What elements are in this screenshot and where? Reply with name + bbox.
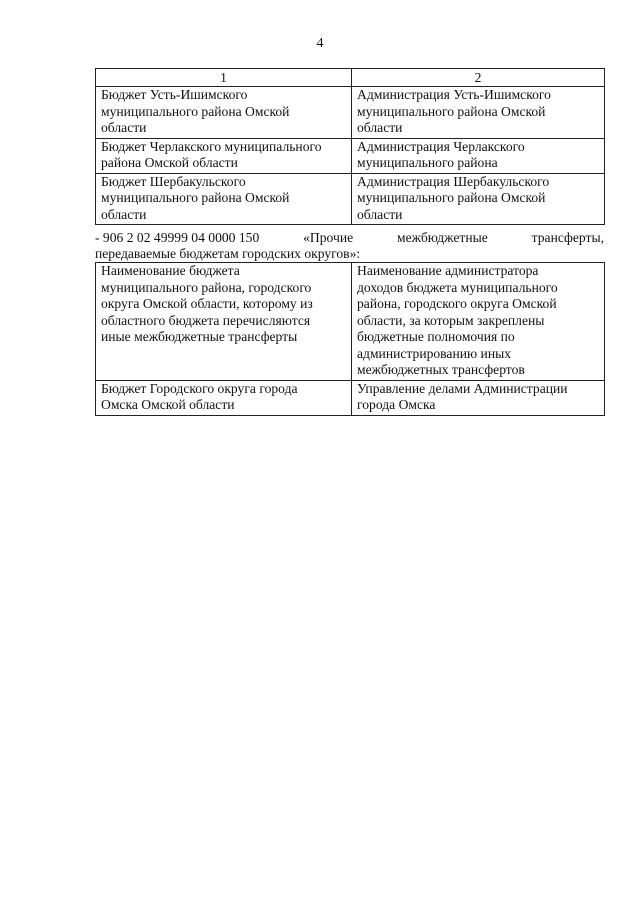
- table-header-row: [96, 69, 605, 87]
- paragraph-word: межбюджетные: [397, 230, 488, 245]
- budget-classification-code: - 906 2 02 49999 04 0000 150: [95, 230, 260, 245]
- table-row: [96, 138, 605, 173]
- paragraph-word: «Прочие: [303, 230, 354, 245]
- administrator-header: Наименование администратора доходов бюджета муниципального района, городского округа Омской области, за которым закреплены бюджетные полномочия по администрированию иных межбюджетных трансфертов: [352, 263, 605, 381]
- administrator-cell: Администрация Усть-Ишимского муниципального района Омской области: [352, 87, 605, 139]
- budget-code-paragraph: [95, 230, 604, 262]
- budget-name-cell: Бюджет Шербакульского муниципального района Омской области: [96, 173, 352, 225]
- budget-table-continued: [95, 68, 605, 225]
- budget-name-cell: Бюджет Городского округа города Омска Омской области: [96, 380, 352, 415]
- page-number: 4: [316, 36, 324, 51]
- paragraph-line-1: [95, 230, 604, 246]
- transfers-table: [95, 262, 605, 416]
- column-number-2: 2: [352, 69, 605, 87]
- paragraph-word: трансферты,: [531, 230, 604, 245]
- table-row: [96, 87, 605, 139]
- column-number-1: 1: [96, 69, 352, 87]
- table-row: [96, 173, 605, 225]
- budget-name-cell: Бюджет Черлакского муниципального района Омской области: [96, 138, 352, 173]
- paragraph-line-2: передаваемые бюджетам городских округов»:: [95, 246, 361, 261]
- administrator-cell: Администрация Черлакского муниципального района: [352, 138, 605, 173]
- table-row: [96, 380, 605, 415]
- budget-name-cell: Бюджет Усть-Ишимского муниципального района Омской области: [96, 87, 352, 139]
- budget-name-header: Наименование бюджета муниципального района, городского округа Омской области, которому из областного бюджета перечисляются иные межбюджетные трансферты: [96, 263, 352, 381]
- table-header-row: [96, 263, 605, 381]
- administrator-cell: Управление делами Администрации города Омска: [352, 380, 605, 415]
- administrator-cell: Администрация Шербакульского муниципального района Омской области: [352, 173, 605, 225]
